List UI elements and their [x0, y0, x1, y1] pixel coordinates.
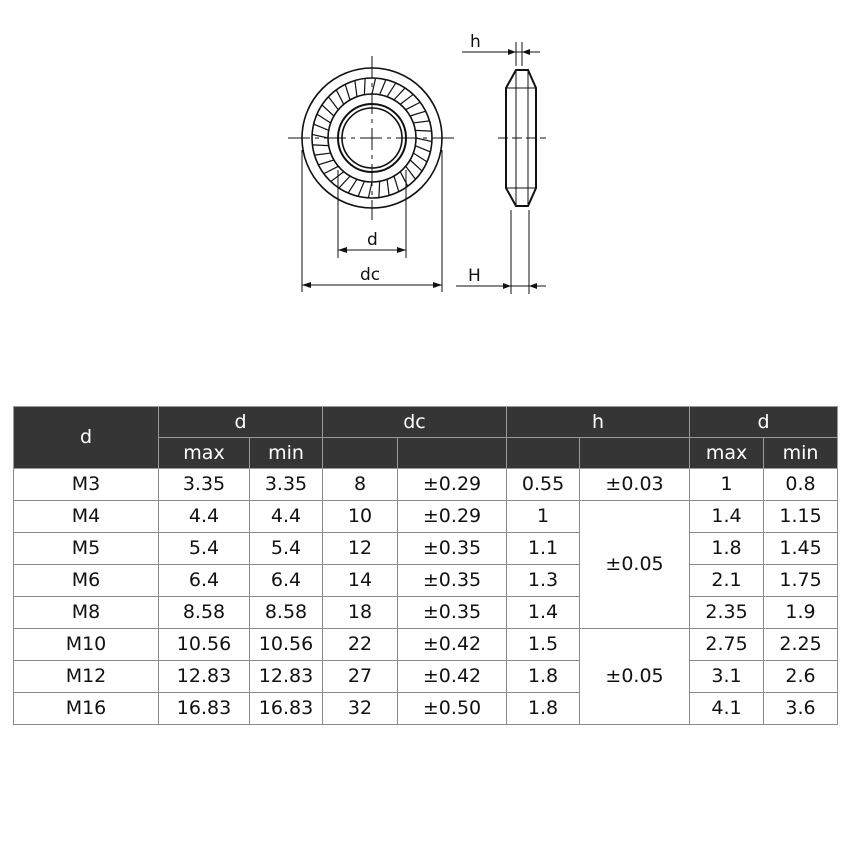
header-h: h	[507, 407, 690, 438]
tooth-line	[317, 114, 331, 123]
tooth-line	[410, 111, 426, 116]
cell-h: 1.8	[507, 661, 580, 693]
cell-d-max: 8.58	[159, 597, 250, 629]
cell-d2-min: 0.8	[764, 469, 838, 501]
cell-d2-min: 3.6	[764, 693, 838, 725]
cell-dc: 12	[323, 533, 398, 565]
tooth-line	[416, 138, 432, 142]
tooth-line	[406, 102, 420, 109]
header-h-tol	[580, 438, 690, 469]
cell-h: 1	[507, 501, 580, 533]
cell-d2-max: 1	[690, 469, 764, 501]
tooth-line	[394, 88, 405, 100]
cell-d2-min: 1.75	[764, 565, 838, 597]
cell-d2-max: 1.8	[690, 533, 764, 565]
cell-h-tol: ±0.05	[580, 629, 690, 725]
tooth-line	[324, 166, 338, 173]
cell-dc-tol: ±0.35	[398, 565, 507, 597]
cell-dc-tol: ±0.35	[398, 597, 507, 629]
cell-dc-tol: ±0.50	[398, 693, 507, 725]
tooth-line	[322, 105, 334, 116]
header-d: d	[159, 407, 323, 438]
cell-d-max: 12.83	[159, 661, 250, 693]
header-d2-max: max	[690, 438, 764, 469]
tooth-line	[314, 153, 330, 155]
cell-h: 1.5	[507, 629, 580, 661]
tooth-line	[328, 97, 338, 110]
table-row	[14, 693, 838, 725]
cell-size: M3	[14, 469, 159, 501]
cell-dc: 22	[323, 629, 398, 661]
cell-h: 1.4	[507, 597, 580, 629]
tooth-line	[358, 181, 364, 196]
tooth-line	[318, 160, 334, 165]
cell-d-min: 10.56	[250, 629, 323, 661]
label-dc: dc	[360, 265, 381, 285]
cell-size: M12	[14, 661, 159, 693]
tooth-line	[348, 179, 357, 193]
cell-size: M5	[14, 533, 159, 565]
tooth-line	[410, 160, 422, 171]
tooth-line	[312, 145, 328, 146]
cell-dc: 10	[323, 501, 398, 533]
cell-d-max: 16.83	[159, 693, 250, 725]
tooth-line	[400, 172, 407, 186]
header-h-value	[507, 438, 580, 469]
cell-dc: 8	[323, 469, 398, 501]
cell-d-max: 4.4	[159, 501, 250, 533]
header-dc-value	[323, 438, 398, 469]
cell-dc: 27	[323, 661, 398, 693]
tooth-line	[413, 121, 429, 123]
cell-size: M8	[14, 597, 159, 629]
tooth-line	[339, 176, 350, 188]
cell-dc-tol: ±0.29	[398, 469, 507, 501]
cell-d-max: 5.4	[159, 533, 250, 565]
washer-dimension-table	[13, 406, 838, 725]
tooth-line	[368, 182, 372, 198]
table-row	[14, 597, 838, 629]
tooth-line	[387, 179, 389, 195]
cell-h: 1.3	[507, 565, 580, 597]
cell-d-min: 6.4	[250, 565, 323, 597]
cell-dc-tol: ±0.29	[398, 501, 507, 533]
cell-h: 1.8	[507, 693, 580, 725]
cell-d2-min: 1.15	[764, 501, 838, 533]
tooth-line	[394, 176, 399, 192]
tooth-line	[406, 166, 416, 179]
tooth-line	[314, 124, 329, 130]
table-row	[14, 629, 838, 661]
cell-d-max: 10.56	[159, 629, 250, 661]
cell-h-tol: ±0.03	[580, 469, 690, 501]
cell-dc-tol: ±0.35	[398, 533, 507, 565]
header-dc: dc	[323, 407, 507, 438]
cell-d2-max: 2.75	[690, 629, 764, 661]
cell-d2-min: 1.45	[764, 533, 838, 565]
cell-d-min: 8.58	[250, 597, 323, 629]
cell-dc: 32	[323, 693, 398, 725]
cell-size: M6	[14, 565, 159, 597]
label-H: H	[468, 266, 481, 286]
label-h: h	[470, 32, 481, 52]
cell-d-max: 6.4	[159, 565, 250, 597]
tooth-line	[415, 130, 431, 131]
tooth-line	[331, 172, 344, 182]
cell-d-min: 16.83	[250, 693, 323, 725]
tooth-line	[355, 80, 357, 96]
table-row	[14, 661, 838, 693]
header-d2: d	[690, 407, 838, 438]
tooth-line	[379, 181, 380, 197]
cell-size: M16	[14, 693, 159, 725]
table-row	[14, 533, 838, 565]
table-row	[14, 469, 838, 501]
tooth-line	[400, 94, 413, 104]
cell-size: M10	[14, 629, 159, 661]
header-d-min: min	[250, 438, 323, 469]
cell-d2-max: 2.35	[690, 597, 764, 629]
cell-dc-tol: ±0.42	[398, 629, 507, 661]
cell-d2-min: 2.25	[764, 629, 838, 661]
tooth-line	[380, 80, 386, 95]
tooth-line	[364, 78, 365, 94]
cell-h-tol: ±0.05	[580, 501, 690, 629]
cell-d2-max: 1.4	[690, 501, 764, 533]
cell-d2-min: 2.6	[764, 661, 838, 693]
tooth-line	[345, 84, 350, 100]
tooth-line	[312, 134, 328, 138]
label-d: d	[367, 230, 378, 250]
header-d-max: max	[159, 438, 250, 469]
cell-d-min: 12.83	[250, 661, 323, 693]
table-row	[14, 501, 838, 533]
cell-d-min: 5.4	[250, 533, 323, 565]
cell-dc: 18	[323, 597, 398, 629]
header-d2-min: min	[764, 438, 838, 469]
tooth-line	[372, 78, 376, 94]
cell-d-min: 3.35	[250, 469, 323, 501]
cell-d2-min: 1.9	[764, 597, 838, 629]
cell-d-max: 3.35	[159, 469, 250, 501]
cell-h: 0.55	[507, 469, 580, 501]
cell-d2-max: 4.1	[690, 693, 764, 725]
cell-dc: 14	[323, 565, 398, 597]
cell-size: M4	[14, 501, 159, 533]
table-row	[14, 565, 838, 597]
tooth-line	[413, 153, 427, 162]
header-dc-tol	[398, 438, 507, 469]
cell-dc-tol: ±0.42	[398, 661, 507, 693]
cell-d-min: 4.4	[250, 501, 323, 533]
cell-d2-max: 3.1	[690, 661, 764, 693]
washer-technical-drawing	[0, 0, 850, 330]
tooth-line	[415, 146, 430, 152]
cell-h: 1.1	[507, 533, 580, 565]
header-size: d	[14, 407, 159, 469]
cell-d2-max: 2.1	[690, 565, 764, 597]
tooth-line	[387, 83, 396, 97]
tooth-line	[336, 90, 343, 104]
